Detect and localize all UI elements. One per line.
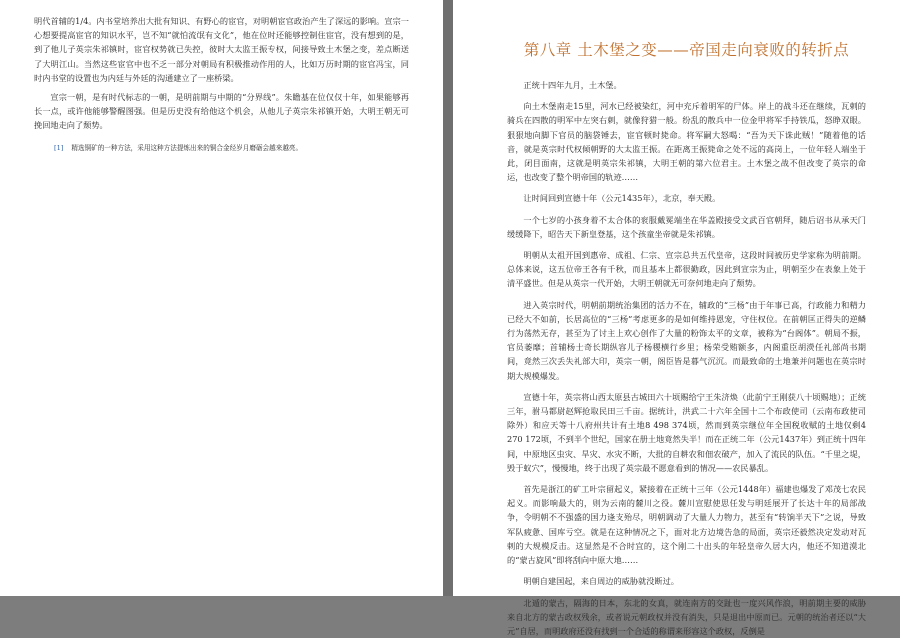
body-paragraph: 明代首辅的1/4。内书堂培养出大批有知识、有野心的宦官，对明朝宦官政治产生了深远的影响。宣宗一心想要提高宦官的知识水平，岂不知“就怕流氓有文化”，他在位时还能够控制住宦官，没有想到的是，到了他儿子英宗朱祁镇时，宦官权势就已失控，彼时大太监王振专权，间接导致土木堡之变，差点断送了大明江山。当然这些宦官中也不乏一部分对朝局有积极推动作用的人，比如万历时期的宦官冯宝，同时内书堂的设置也为内廷与外廷的沟通建立了一座桥梁。 <box>34 14 409 85</box>
footnote-text: 精选铜矿的一种方法，采用这种方法提炼出来的铜合金经岁月磨砺会越来越亮。 <box>71 144 302 152</box>
chapter-title: 第八章 土木堡之变——帝国走向衰败的转折点 <box>507 40 866 60</box>
body-paragraph: 明朝自建国起，来自周边的威胁就没断过。 <box>507 574 866 588</box>
page-gutter <box>443 0 453 596</box>
left-page <box>0 0 443 596</box>
footnote-link[interactable]: [1] <box>54 144 63 152</box>
footnote <box>34 143 409 154</box>
body-paragraph: 一个七岁的小孩身着不太合体的衮服戴冕端坐在华盖殿接受文武百官朝拜，随后诏书从承天门缓缓降下，昭告天下新皇登基，这个孩童坐帝就是朱祁镇。 <box>507 213 866 241</box>
body-paragraph: 向土木堡南走15里，河水已经被染红，河中充斥着明军的尸体。岸上的战斗还在继续，瓦剌的骑兵在四散的明军中左突右刺，就像狩猎一般。纷乱的散兵中一位金甲将军手持铁瓜，怒睁双眼。狠狠地向脚下官员的脑袋锤去，宦官顿时毙命。将军嗣大怒喝：“吾为天下诛此贼！”随着他的话音，就是英宗时代权倾朝野的大太监王振。在距离王振毙命之处不远的高岗上，一位年轻人端坐于此，闭目面南，这就是明英宗朱祁镇，大明王朝的第六位君主。土木堡之战不但改变了英宗的命运，也改变了整个明帝国的轨迹…… <box>507 99 866 184</box>
body-paragraph: 北遁的蒙古，隔海的日本，东北的女真，就连南方的交趾也一度兴风作浪，明前期主要的威胁来自北方的蒙古政权残余，或者说元朝政权并没有消失，只是退出中原而已。元朝的统治者还以“大元”自居，而明政府还没有找到一个合适的称谓来形容这个政权，反倒是 <box>507 596 866 638</box>
body-paragraph: 宣宗一朝，是有时代标志的一朝，是明前期与中期的“分界线”。朱瞻基在位仅仅十年，如果能够再长一点，或许他能够警醒图强。但是历史没有给他这个机会，从他儿子英宗朱祁镇开始，大明王朝无可挽回地走向了颓势。 <box>34 90 409 133</box>
body-paragraph: 让时间回到宣德十年（公元1435年），北京，奉天殿。 <box>507 191 866 205</box>
body-paragraph: 宣德十年，英宗将山西太原县古城田六十顷赐给宁王朱济焕（此前宁王刚获八十顷赐地）；正统三年，驸马都尉赵辉抢取民田三千亩。据统计，洪武二十六年全国十二个布政使司（云南布政使司除外）和应天等十八府州共计有土地8 498 374顷，然而到英宗继位年全国税收赋的土地仅剩4 270 172顷，不到半个世纪，国家在册土地竟然失半！而在正统二年（公元1437年）到正统十四年间，中原地区虫灾、旱灾、水灾不断，大批的自耕农和佃农破产，加入了流民的队伍。“千里之堤，毁于蚁穴”，慢慢地，终于出现了英宗最不愿意看到的情况——农民暴乱。 <box>507 390 866 475</box>
right-page <box>453 0 900 596</box>
body-paragraph: 首先是浙江的矿工叶宗留起义，紧接着在正统十三年（公元1448年）福建也爆发了邓茂七农民起义。而影响最大的，则为云南的麓川之役。麓川宣慰使思任发与明廷展开了长达十年的局部战争，令明朝不不强盛的国力逢支殆尽，明朝调动了大量人力物力，甚至有“转饷半天下”之说，导致军队疲惫、国库亏空。就是在这种情况之下，面对北方边境告急的局面，英宗还毅然决定发动对瓦剌的大规模反击。这显然是不合时宜的，这个刚二十出头的年轻皇帝久居大内，他还不知道漠北的“蒙古旋风”即将刮向中原大地…… <box>507 482 866 567</box>
body-paragraph: 正统十四年九月，土木堡。 <box>507 78 866 92</box>
body-paragraph: 明朝从太祖开国到惠帝、成祖、仁宗、宣宗总共五代皇帝，这段时间被历史学家称为明前期。总体来说，这五位帝王各有千秋，而且基本上都很勤政，因此到宣宗为止，明朝至少在表象上处于清平盛世。但是从英宗一代开始，大明王朝就无可奈何地走向了颓势。 <box>507 248 866 291</box>
body-paragraph: 进入英宗时代，明朝前期统治集团的活力不在，辅政的“三杨”由于年事已高，行政能力和精力已经大不如前，长居高位的“三杨”考虑更多的是如何维持恩宠，守住权位。在前朝匡正得失的逆鳞行为荡然无存，甚至为了讨主上欢心创作了大量的粉饰太平的文章，被称为“台阁体”。朝局不振，官员萎靡；首辅杨士奇长期纵容儿子杨稷横行乡里；杨荣受贿额多，内阁重臣胡濙任礼部尚书期间，竟然三次丢失礼部大印，英宗一朝，阁臣皆是暮气沉沉。而最致命的土地兼并问题也在英宗时期大规模爆发。 <box>507 298 866 383</box>
